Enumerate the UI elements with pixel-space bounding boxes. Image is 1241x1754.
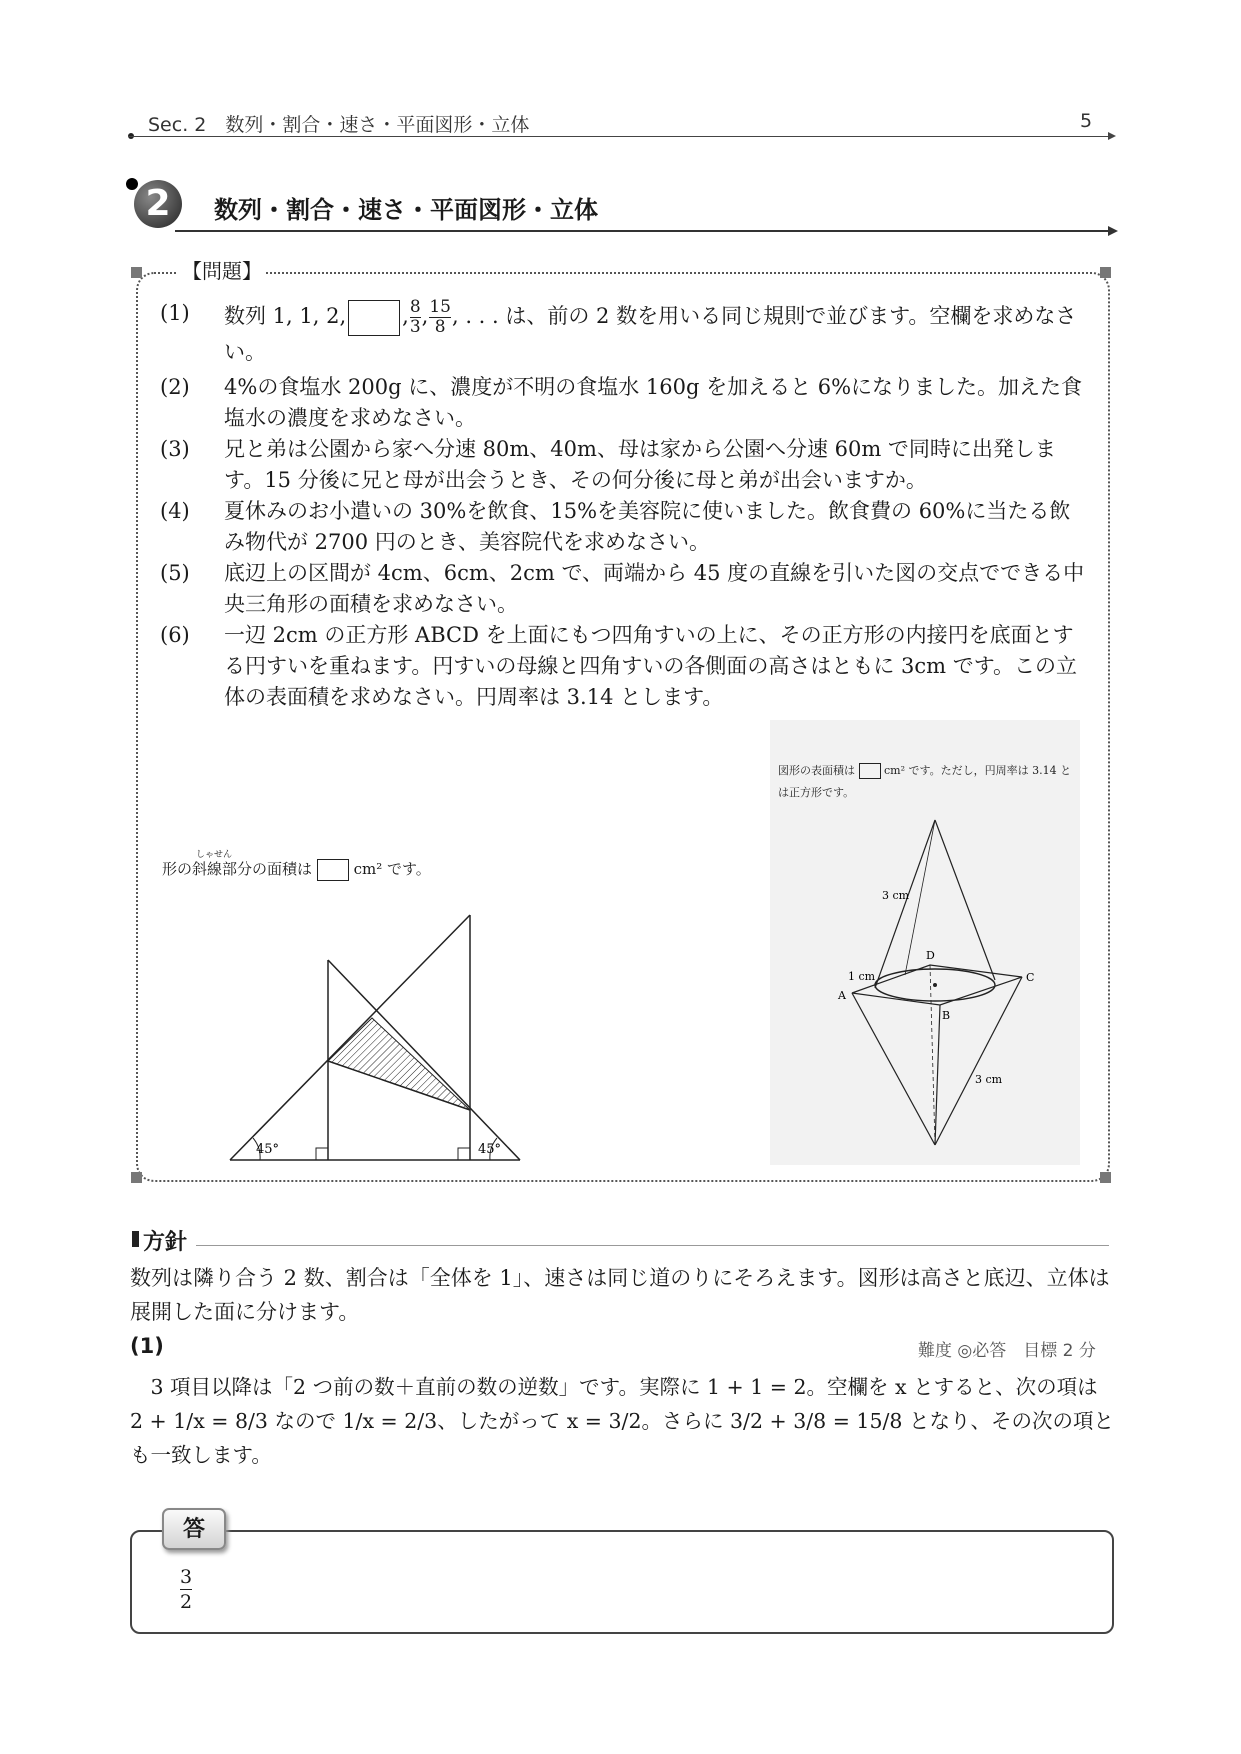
hoshin-marker bbox=[132, 1231, 139, 1247]
section-arrow-icon bbox=[1108, 226, 1118, 236]
hatched-region bbox=[328, 1018, 470, 1110]
caption-part: cm² です。ただし，円周率は 3.14 と bbox=[884, 764, 1072, 777]
label-c: C bbox=[1026, 971, 1035, 984]
solution-label: (1) bbox=[130, 1334, 164, 1358]
fraction bbox=[429, 298, 451, 337]
solution-body: 3 項目以降は「2 つ前の数＋直前の数の逆数」です。実際に 1 + 1 = 2。空欄を x とすると、次の項は 2 + 1/x = 8/3 なので 1/x = 2/3、したがって x = 3/2。さらに 3/2 + 3/8 = 15/8 となり、その次の項とも一致します。 bbox=[130, 1375, 1114, 1467]
difficulty-meta: 難度 ◎必答 目標 2 分 bbox=[918, 1341, 1096, 1361]
answer-blank bbox=[859, 763, 881, 779]
frame-corner bbox=[1100, 267, 1111, 278]
page-number: 5 bbox=[1080, 110, 1093, 132]
ruby-text: しゃせん bbox=[196, 850, 233, 860]
frame-corner bbox=[131, 267, 142, 278]
cone-edge bbox=[935, 820, 995, 980]
header-arrow-icon bbox=[1108, 132, 1116, 140]
running-header: Sec. 2 数列・割合・速さ・平面図形・立体 bbox=[148, 114, 530, 136]
problem-text: 夏休みのお小遣いの 30%を飲食、15%を美容院に使いました。飲食費の 60%に当たる飲み物代が 2700 円のとき、美容院代を求めなさい。 bbox=[224, 499, 1071, 554]
frame-corner bbox=[1100, 1172, 1111, 1183]
problem-item bbox=[160, 496, 1090, 558]
right-angle-mark bbox=[458, 1148, 470, 1160]
label-3cm-bottom: 3 cm bbox=[975, 1073, 1003, 1086]
caption-post: cm² です。 bbox=[353, 860, 431, 878]
problem-text: 数列 1, 1, 2, , $\frac{8}{3}$ , $\frac{15}{8}$ , . . . は、前の 2 数を用いる同じ規則で並びます。空欄を求めなさい。 bbox=[224, 297, 1077, 364]
problem-item bbox=[160, 298, 1090, 368]
problem-text-post: , . . . は、前の 2 数を用いる同じ規則で並びます。空欄を求めなさい。 bbox=[224, 304, 1077, 364]
header-rule bbox=[128, 136, 1108, 137]
pyramid-hidden-edge bbox=[930, 965, 935, 1145]
figure-right-caption-2: は正方形です。 bbox=[778, 786, 855, 799]
section-badge: 2 bbox=[134, 180, 182, 228]
problem-text: 兄と弟は公園から家へ分速 80m、40m、母は家から公園へ分速 60m で同時に出発します。15 分後に兄と母が出会うとき、その何分後に母と弟が出会いますか。 bbox=[224, 437, 1056, 492]
cone-edge bbox=[875, 820, 935, 988]
label-a: A bbox=[838, 989, 846, 1002]
fraction-denominator: 8 bbox=[429, 317, 451, 337]
label-1cm: 1 cm bbox=[848, 970, 876, 983]
pyramid-edge bbox=[935, 1005, 940, 1145]
caption-part: 図形の表面積は bbox=[778, 764, 855, 777]
caption-pre: 形の斜線部分の面積は bbox=[162, 860, 313, 878]
problem-number: (5) bbox=[160, 561, 190, 585]
label-b: B bbox=[942, 1009, 951, 1022]
problems-label: 【問題】 bbox=[178, 255, 266, 284]
problem-number: (3) bbox=[160, 437, 190, 461]
problem-number: (1) bbox=[160, 301, 190, 325]
hoshin-rule bbox=[196, 1245, 1109, 1246]
fraction-numerator: 8 bbox=[409, 297, 421, 317]
center-point bbox=[933, 983, 937, 987]
answer-denominator: 2 bbox=[180, 1591, 193, 1613]
solid-figure bbox=[830, 815, 1050, 1155]
hoshin-text: 数列は隣り合う 2 数、割合は「全体を 1」、速さは同じ道のりにそろえます。図形は高さと底辺、立体は展開した面に分けます。 bbox=[130, 1266, 1110, 1324]
answer-blank bbox=[348, 300, 400, 336]
angle-label-right: 45° bbox=[478, 1142, 502, 1157]
problem-number: (6) bbox=[160, 623, 190, 647]
figure-right-caption bbox=[778, 762, 1071, 779]
problem-number: (2) bbox=[160, 375, 190, 399]
figure-left-caption bbox=[162, 858, 431, 881]
fraction-numerator: 15 bbox=[429, 297, 451, 317]
section-dot bbox=[126, 178, 138, 190]
section-title: 数列・割合・速さ・平面図形・立体 bbox=[214, 196, 598, 224]
answer-blank bbox=[317, 859, 349, 881]
problem-number: (4) bbox=[160, 499, 190, 523]
frame-corner bbox=[131, 1172, 142, 1183]
label-3cm-top: 3 cm bbox=[882, 889, 910, 902]
left-diagonal bbox=[230, 915, 470, 1160]
problem-item bbox=[160, 620, 1090, 713]
problem-item bbox=[160, 372, 1090, 434]
triangle-figure bbox=[220, 905, 530, 1170]
problem-text: 底辺上の区間が 4cm、6cm、2cm で、両端から 45 度の直線を引いた図の交点でできる中央三角形の面積を求めなさい。 bbox=[224, 561, 1085, 616]
right-angle-mark bbox=[316, 1148, 328, 1160]
problem-text: 一辺 2cm の正方形 ABCD を上面にもつ四角すいの上に、その正方形の内接円を底面とする円すいを重ねます。円すいの母線と四角すいの各側面の高さはともに 3cm です。この立体の表面積を求めなさい。円周率は 3.14 とします。 bbox=[224, 623, 1078, 709]
problem-text-pre: 数列 1, 1, 2, bbox=[224, 304, 347, 328]
problem-item bbox=[160, 558, 1090, 620]
hoshin-title: 方針 bbox=[143, 1230, 188, 1255]
answer-numerator: 3 bbox=[180, 1566, 193, 1588]
pyramid-edge bbox=[852, 993, 935, 1145]
angle-label-left: 45° bbox=[256, 1142, 280, 1157]
answer-fraction bbox=[180, 1565, 192, 1614]
problem-text: 4%の食塩水 200g に、濃度が不明の食塩水 160g を加えると 6%になりました。加えた食塩水の濃度を求めなさい。 bbox=[224, 375, 1083, 430]
problem-item bbox=[160, 434, 1090, 496]
fraction-denominator: 3 bbox=[409, 317, 421, 337]
fraction bbox=[410, 298, 421, 337]
answer-box bbox=[130, 1530, 1114, 1634]
label-d: D bbox=[926, 949, 935, 962]
answer-tag: 答 bbox=[162, 1508, 226, 1550]
section-rule bbox=[175, 230, 1110, 232]
